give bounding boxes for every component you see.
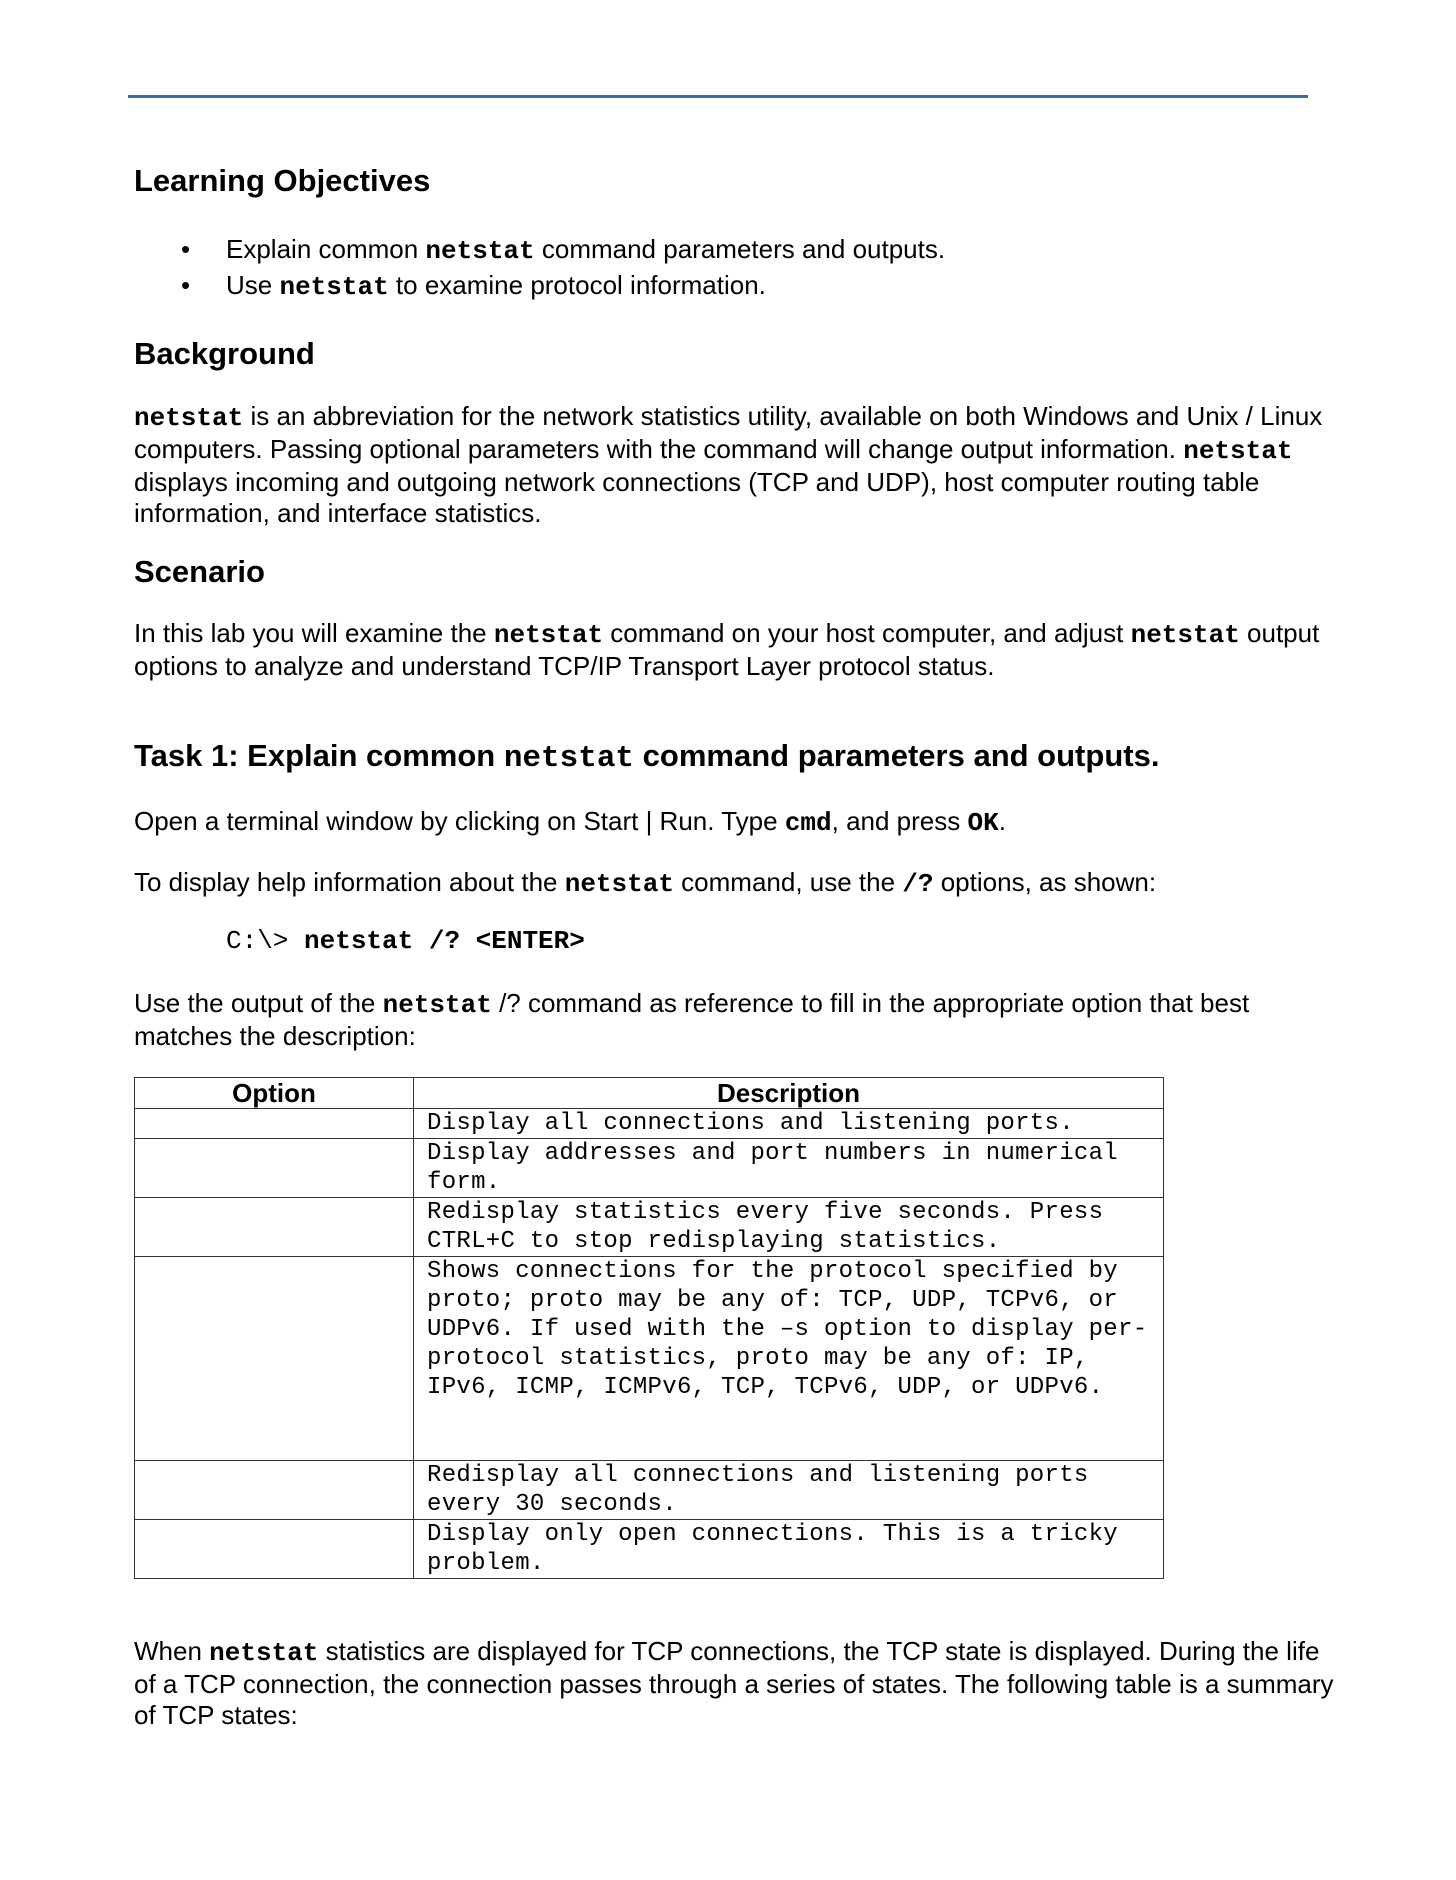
help-paragraph [134,867,1334,900]
description-cell: Display only open connections. This is a tricky problem. [414,1520,1164,1579]
closing-paragraph [134,1636,1344,1731]
options-table [134,1077,1164,1579]
command-example [226,924,585,956]
inline-code: netstat [493,620,604,650]
table-row [135,1257,1164,1461]
list-item [134,268,945,304]
description-cell: Display all connections and listening ports. [414,1109,1164,1139]
heading-text: Task 1: Explain common [134,738,504,773]
use-output-paragraph [134,988,1334,1052]
option-cell[interactable] [135,1520,414,1579]
table-row [135,1109,1164,1139]
paragraph-text: , and press [831,806,968,836]
objective-code: netstat [425,236,535,266]
paragraph-text: output options to analyze and understand TCP/IP Transport Layer protocol status. [134,618,1320,681]
table-row [135,1198,1164,1257]
objective-text: to examine protocol information. [388,270,766,300]
option-cell[interactable] [135,1109,414,1139]
objective-text: Use [226,270,280,300]
command-text: netstat /? <ENTER> [304,926,585,956]
objectives-list [134,232,945,304]
paragraph-text: When [134,1636,210,1666]
paragraph-text: options, as shown: [933,867,1157,897]
header-rule [128,95,1308,98]
column-header-option: Option [135,1078,414,1109]
bullet-icon: • [181,234,191,264]
option-cell[interactable] [135,1198,414,1257]
paragraph-text: command on your host computer, and adjust [603,618,1131,648]
paragraph-text: is an abbreviation for the network statistics utility, available on both Windows and Unix / Linux computers. Passing optional parameters with the command will change output information. [134,401,1323,464]
inline-code: netstat [134,403,244,433]
inline-code: netstat [382,990,492,1020]
paragraph-text: Open a terminal window by clicking on Start | Run. Type [134,806,785,836]
bullet-icon: • [181,270,191,300]
paragraph-text: command, use the [673,867,903,897]
table-row [135,1461,1164,1520]
scenario-paragraph [134,618,1334,682]
objective-text: Explain common [226,234,426,264]
paragraph-text: Use the output of the [134,988,383,1018]
description-cell: Shows connections for the protocol specified by proto; proto may be any of: TCP, UDP, TCPv6, or UDPv6. If used with the –s option to display per-protocol statistics, proto may be any of: IP, IPv6, ICMP, ICMPv6, TCP, TCPv6, UDP, or UDPv6. [414,1257,1164,1461]
command-prompt: C:\> [226,926,305,956]
objective-code: netstat [279,272,389,302]
option-cell[interactable] [135,1139,414,1198]
table-header-row [135,1078,1164,1109]
description-cell: Redisplay all connections and listening ports every 30 seconds. [414,1461,1164,1520]
inline-code: netstat [209,1638,319,1668]
option-cell[interactable] [135,1461,414,1520]
paragraph-text: statistics are displayed for TCP connections, the TCP state is displayed. During the life of a TCP connection, the connection passes through a series of states. The following table is a summary of TCP states: [134,1636,1334,1730]
background-heading: Background [134,336,315,371]
heading-text: command parameters and outputs. [634,738,1160,773]
inline-code: cmd [784,808,832,838]
paragraph-text: . [998,806,1006,836]
inline-code: netstat [503,741,635,776]
column-header-description: Description [414,1078,1164,1109]
inline-code: netstat [1183,436,1293,466]
inline-code: netstat [564,869,674,899]
description-cell: Redisplay statistics every five seconds. Press CTRL+C to stop redisplaying statistics. [414,1198,1164,1257]
objectives-heading: Learning Objectives [134,163,431,198]
task1-heading [134,738,1159,776]
description-cell: Display addresses and port numbers in numerical form. [414,1139,1164,1198]
table-row [135,1139,1164,1198]
background-paragraph [134,401,1334,529]
table-row [135,1520,1164,1579]
inline-code: OK [967,808,999,838]
open-terminal-paragraph [134,806,1334,839]
scenario-heading: Scenario [134,554,265,589]
inline-code: netstat [1130,620,1240,650]
inline-code: /? [902,869,934,899]
paragraph-text: In this lab you will examine the [134,618,494,648]
objective-text: command parameters and outputs. [534,234,946,264]
option-cell[interactable] [135,1257,414,1461]
list-item [134,232,945,268]
paragraph-text: /? command as reference to fill in the appropriate option that best matches the description: [134,988,1250,1051]
paragraph-text: To display help information about the [134,867,565,897]
paragraph-text: displays incoming and outgoing network connections (TCP and UDP), host computer routing table information, and interface statistics. [134,467,1260,528]
